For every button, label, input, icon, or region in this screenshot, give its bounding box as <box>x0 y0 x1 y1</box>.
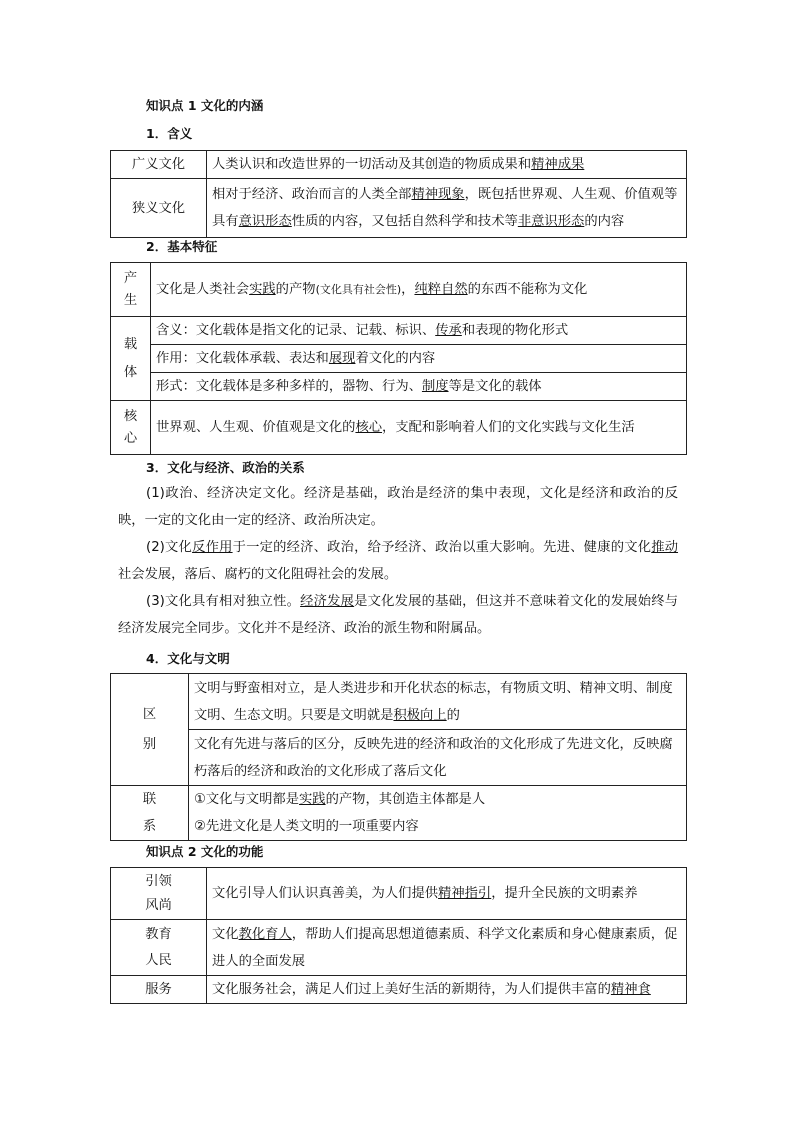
text-educate-people: 文化教化育人，帮助人们提高思想道德素质、科学文化素质和身心健康素质，促进人的全面发展 <box>207 920 687 976</box>
paragraph-1: (1)政治、经济决定文化。经济是基础，政治是经济的集中表现，文化是经济和政治的反映，一定的文化由一定的经济、政治所决定。 <box>118 486 678 528</box>
text-connection-2: ②先进文化是人类文明的一项重要内容 <box>189 813 687 841</box>
table-row <box>111 317 687 345</box>
text-carrier-function: 作用：文化载体承载、表达和展现着文化的内容 <box>151 345 687 373</box>
label-connection: 联 系 <box>111 786 189 841</box>
table-culture-functions <box>110 867 687 1004</box>
label-core: 核 心 <box>111 401 151 455</box>
heading-culture-civilization: 4．文化与文明 <box>146 651 230 666</box>
heading-relation: 3．文化与经济、政治的关系 <box>146 460 305 475</box>
label-broad-culture: 广义文化 <box>111 151 207 179</box>
text-origin: 文化是人类社会实践的产物(文化具有社会性)，纯粹自然的东西不能称为文化 <box>151 263 687 317</box>
heading-basic-features: 2．基本特征 <box>146 239 218 254</box>
label-carrier: 载 体 <box>111 317 151 401</box>
section1-title: 知识点 1 文化的内涵 <box>146 98 264 113</box>
table-row <box>111 401 687 455</box>
table-row <box>111 976 687 1004</box>
table-row <box>111 920 687 976</box>
table-row <box>111 263 687 317</box>
text-connection-1: ①文化与文明都是实践的产物，其创造主体都是人 <box>189 786 687 814</box>
text-lead-trend: 文化引导人们认识真善美，为人们提供精神指引，提升全民族的文明素养 <box>207 868 687 920</box>
text-narrow-culture: 相对于经济、政治而言的人类全部精神现象，既包括世界观、人生观、价值观等具有意识形态性质的内容，又包括自然科学和技术等非意识形态的内容 <box>207 179 687 238</box>
table-row <box>111 868 687 920</box>
text-core: 世界观、人生观、价值观是文化的核心，支配和影响着人们的文化实践与文化生活 <box>151 401 687 455</box>
table-row <box>111 179 687 238</box>
table-row <box>111 786 687 814</box>
text-difference-1: 文明与野蛮相对立，是人类进步和开化状态的标志，有物质文明、精神文明、制度文明、生态文明。只要是文明就是积极向上的 <box>189 674 687 730</box>
table-basic-features <box>110 262 687 455</box>
table-meaning <box>110 150 687 238</box>
table-row <box>111 345 687 373</box>
label-narrow-culture: 狭义文化 <box>111 179 207 238</box>
text-carrier-meaning: 含义：文化载体是指文化的记录、记载、标识、传承和表现的物化形式 <box>151 317 687 345</box>
label-serve: 服务 <box>111 976 207 1004</box>
table-row <box>111 151 687 179</box>
label-origin: 产 生 <box>111 263 151 317</box>
table-row <box>111 373 687 401</box>
section2-title: 知识点 2 文化的功能 <box>146 844 264 859</box>
label-difference: 区 别 <box>111 674 189 786</box>
table-culture-civilization <box>110 673 687 841</box>
paragraph-2: (2)文化反作用于一定的经济、政治，给予经济、政治以重大影响。先进、健康的文化推动社会发展，落后、腐朽的文化阻碍社会的发展。 <box>118 540 679 582</box>
table-row <box>111 730 687 786</box>
heading-meaning: 1．含义 <box>146 126 193 141</box>
label-educate-people: 教育 人民 <box>111 920 207 976</box>
text-difference-2: 文化有先进与落后的区分，反映先进的经济和政治的文化形成了先进文化，反映腐朽落后的经济和政治的文化形成了落后文化 <box>189 730 687 786</box>
table-row <box>111 674 687 730</box>
table-row <box>111 813 687 841</box>
text-carrier-form: 形式：文化载体是多种多样的，器物、行为、制度等是文化的载体 <box>151 373 687 401</box>
text-serve: 文化服务社会，满足人们过上美好生活的新期待，为人们提供丰富的精神食 <box>207 976 687 1004</box>
label-lead-trend: 引领 风尚 <box>111 868 207 920</box>
paragraph-3: (3)文化具有相对独立性。经济发展是文化发展的基础，但这并不意味着文化的发展始终与经济发展完全同步。文化并不是经济、政治的派生物和附属品。 <box>118 594 679 636</box>
text-broad-culture: 人类认识和改造世界的一切活动及其创造的物质成果和精神成果 <box>207 151 687 179</box>
